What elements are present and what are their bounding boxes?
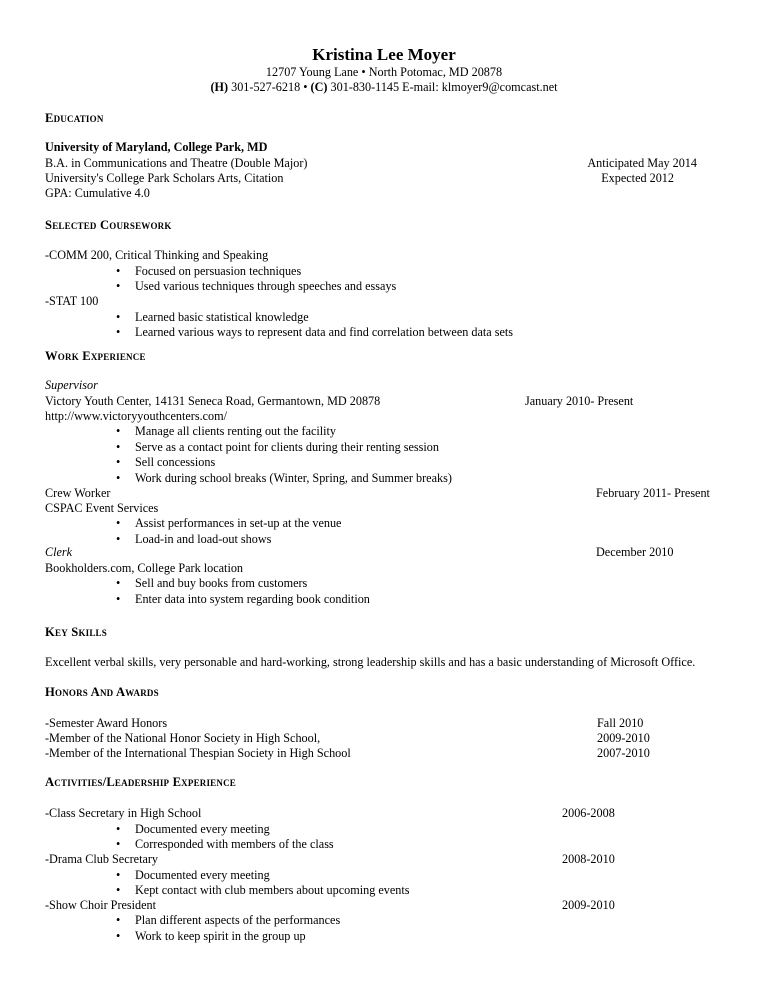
scholars-date: Expected 2012 <box>601 171 674 185</box>
bullet-icon: • <box>116 310 121 324</box>
honor-date: Fall 2010 <box>597 716 644 730</box>
list-item: • Documented every meeting <box>116 868 270 882</box>
cell-label: (C) <box>310 80 328 94</box>
activity-title: -Show Choir President <box>45 898 157 912</box>
bullet-icon: • <box>116 325 121 339</box>
scholars: University's College Park Scholars Arts, Citation <box>45 171 284 185</box>
honor-label: -Member of the International Thespian Society in High School <box>45 746 351 760</box>
activity-date: 2008-2010 <box>562 852 615 866</box>
activity-date: 2009-2010 <box>562 898 615 912</box>
bullet-icon: • <box>116 279 121 293</box>
list-item: • Sell and buy books from customers <box>116 576 308 590</box>
list-item: • Manage all clients renting out the facility <box>116 424 337 438</box>
activity-title: -Drama Club Secretary <box>45 852 159 866</box>
list-item: • Used various techniques through speeches and essays <box>116 279 397 293</box>
gpa: GPA: Cumulative 4.0 <box>45 186 150 200</box>
school-name: University of Maryland, College Park, MD <box>45 140 268 154</box>
activity-date: 2006-2008 <box>562 806 615 820</box>
course-title: -STAT 100 <box>45 294 99 308</box>
work-heading: Work Experience <box>45 349 146 363</box>
education-heading: Education <box>45 111 104 125</box>
list-item: • Learned various ways to represent data and find correlation between data sets <box>116 325 513 339</box>
list-item: • Work during school breaks (Winter, Spring, and Summer breaks) <box>116 471 452 485</box>
honor-date: 2007-2010 <box>597 746 650 760</box>
skills-text: Excellent verbal skills, very personable and hard-working, strong leadership skills and has a basic understanding of Microsoft Office. <box>45 655 696 669</box>
job-place: Victory Youth Center, 14131 Seneca Road, Germantown, MD 20878 <box>45 394 381 408</box>
bullet-icon: • <box>116 822 121 836</box>
job-place: CSPAC Event Services <box>45 501 159 515</box>
list-item: • Serve as a contact point for clients during their renting session <box>116 440 439 454</box>
bullet-icon: • <box>116 471 121 485</box>
address-line: 12707 Young Lane • North Potomac, MD 20878 <box>265 65 503 79</box>
bullet-icon: • <box>116 929 121 943</box>
activity-title: -Class Secretary in High School <box>45 806 202 820</box>
list-item: • Plan different aspects of the performances <box>116 913 341 927</box>
cell-phone-email: 301-830-1145 E-mail: klmoyer9@comcast.net <box>330 80 558 94</box>
job-title: Clerk <box>45 545 73 559</box>
job-title: Supervisor <box>45 378 98 392</box>
degree-date: Anticipated May 2014 <box>587 156 697 170</box>
list-item: • Load-in and load-out shows <box>116 532 272 546</box>
list-item: • Work to keep spirit in the group up <box>116 929 306 943</box>
bullet-icon: • <box>116 592 121 606</box>
bullet-icon: • <box>116 883 121 897</box>
bullet-icon: • <box>116 264 121 278</box>
job-place: Bookholders.com, College Park location <box>45 561 244 575</box>
bullet-icon: • <box>116 424 121 438</box>
bullet-icon: • <box>116 913 121 927</box>
resume-name: Kristina Lee Moyer <box>312 45 456 64</box>
honor-label: -Semester Award Honors <box>45 716 168 730</box>
job-date: December 2010 <box>596 545 674 559</box>
list-item: • Enter data into system regarding book condition <box>116 592 370 606</box>
bullet-icon: • <box>116 837 121 851</box>
list-item: • Corresponded with members of the class <box>116 837 334 851</box>
bullet-icon: • <box>116 440 121 454</box>
bullet-icon: • <box>116 516 121 530</box>
list-item: • Learned basic statistical knowledge <box>116 310 309 324</box>
course-title: -COMM 200, Critical Thinking and Speaking <box>45 248 269 262</box>
job-date: January 2010- Present <box>525 394 634 408</box>
honor-label: -Member of the National Honor Society in High School, <box>45 731 321 745</box>
skills-heading: Key Skills <box>45 625 107 639</box>
job-url-link[interactable]: http://www.victoryyouthcenters.com/ <box>45 409 227 423</box>
degree: B.A. in Communications and Theatre (Double Major) <box>45 156 308 170</box>
list-item: • Focused on persuasion techniques <box>116 264 302 278</box>
activities-heading: Activities/Leadership Experience <box>45 775 236 789</box>
honors-heading: Honors And Awards <box>45 685 159 699</box>
contact-line <box>0 80 768 95</box>
home-label: (H) <box>210 80 229 94</box>
honor-date: 2009-2010 <box>597 731 650 745</box>
bullet-icon: • <box>116 868 121 882</box>
job-title: Crew Worker <box>45 486 111 500</box>
bullet-icon: • <box>116 532 121 546</box>
list-item: • Documented every meeting <box>116 822 270 836</box>
job-date: February 2011- Present <box>596 486 710 500</box>
home-phone: 301-527-6218 • <box>231 80 308 94</box>
list-item: • Sell concessions <box>116 455 216 469</box>
bullet-icon: • <box>116 455 121 469</box>
coursework-heading: Selected Coursework <box>45 218 172 232</box>
list-item: • Assist performances in set-up at the venue <box>116 516 342 530</box>
list-item: • Kept contact with club members about upcoming events <box>116 883 410 897</box>
bullet-icon: • <box>116 576 121 590</box>
